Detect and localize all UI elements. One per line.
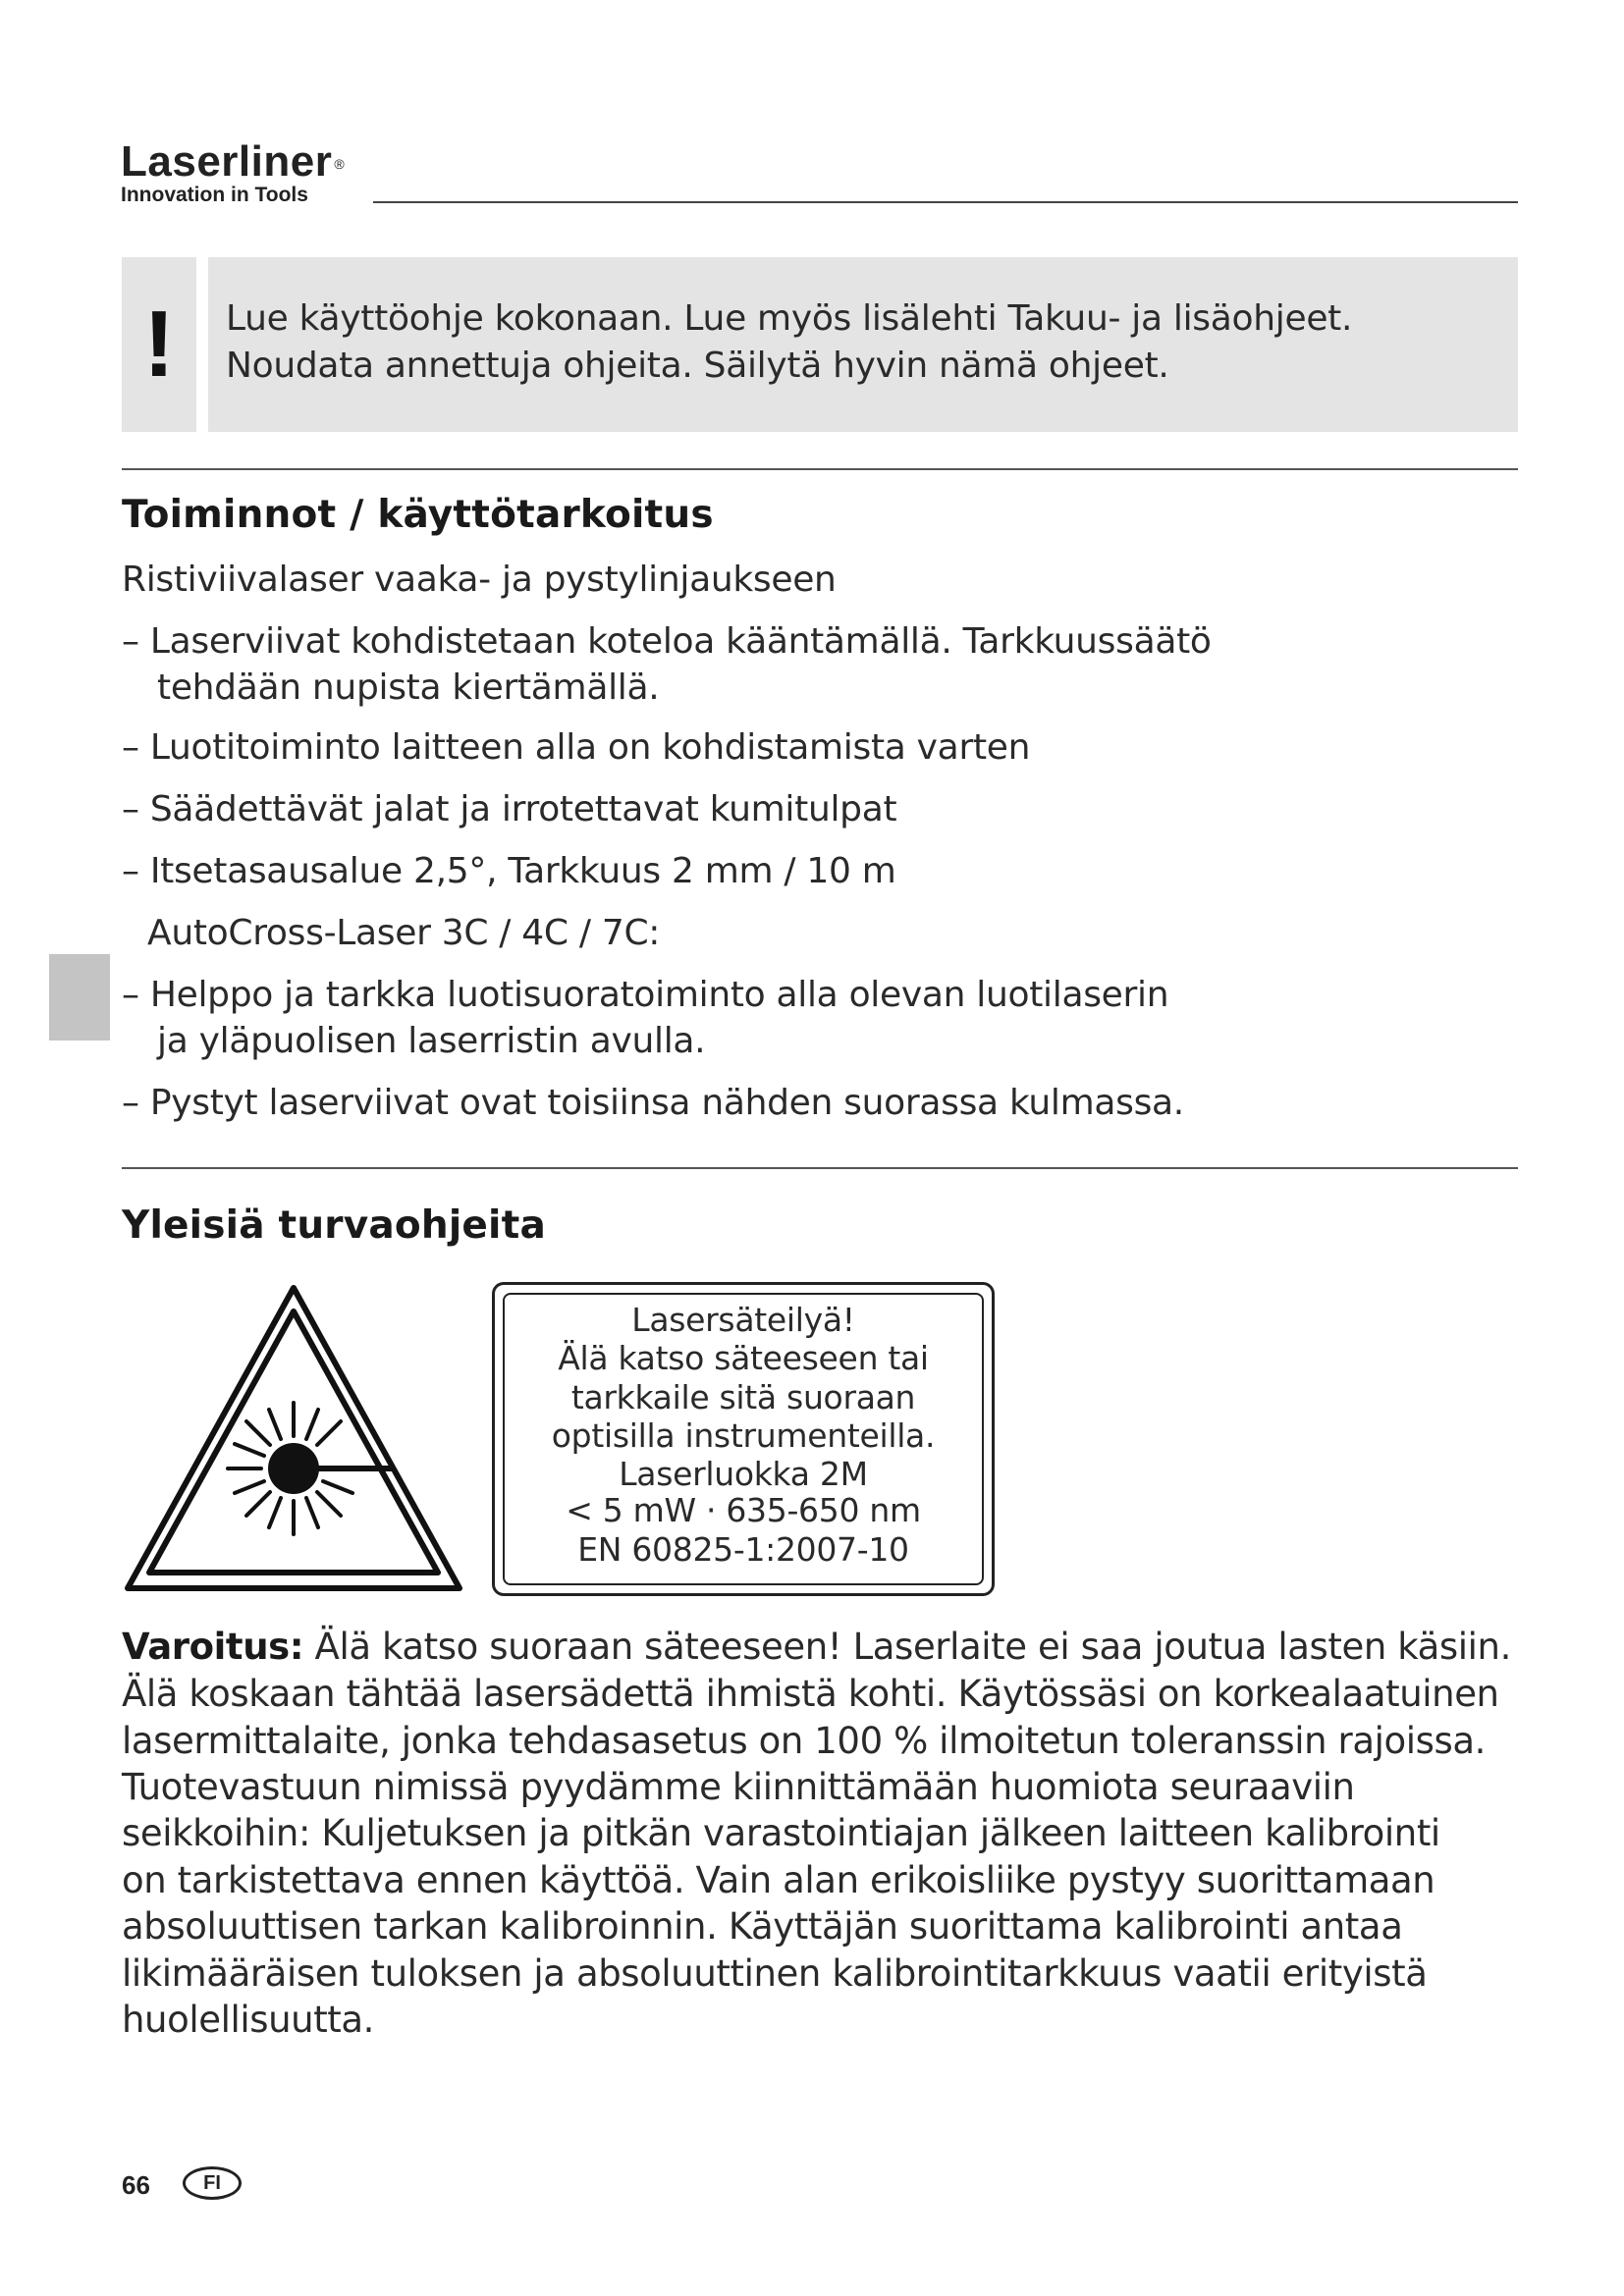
section-title-safety: Yleisiä turvaohjeita (122, 1203, 546, 1248)
label-line: tarkkaile sitä suoraan (570, 1378, 916, 1416)
warning-paragraph-line: absoluuttisen tarkan kalibroinnin. Käyttäjän suorittama kalibrointi antaa (122, 1905, 1403, 1948)
section-intro: Ristiviivalaser vaaka- ja pystylinjaukseen (122, 560, 837, 600)
language-badge: FI (183, 2166, 242, 2200)
registered-mark: ® (334, 156, 346, 172)
label-line: < 5 mW · 635-650 nm (566, 1491, 921, 1529)
warning-paragraph-line: lasermittalaite, jonka tehdasasetus on 100 % ilmoitetun toleranssin rajoissa. (122, 1720, 1486, 1762)
brand-tagline: Innovation in Tools (121, 184, 308, 206)
label-line: EN 60825-1:2007-10 (577, 1530, 909, 1569)
brand-name: Laserliner ® (121, 137, 346, 186)
section-title-functions: Toiminnot / käyttötarkoitus (122, 493, 714, 537)
chapter-tab (49, 954, 110, 1041)
exclamation-icon: ! (122, 257, 196, 432)
warning-label: Varoitus: (122, 1626, 304, 1668)
warning-paragraph-line: seikkoihin: Kuljetuksen ja pitkän varastointiajan jälkeen laitteen kalibrointi (122, 1812, 1440, 1854)
warning-paragraph-line: huolellisuutta. (122, 1999, 375, 2041)
list-item-continuation: tehdään nupista kiertämällä. (157, 667, 660, 708)
list-item: – Helppo ja tarkka luotisuoratoiminto alla olevan luotilaserin (122, 975, 1169, 1015)
list-item: – Luotitoiminto laitteen alla on kohdistamista varten (122, 727, 1031, 768)
model-subheading: AutoCross-Laser 3C / 4C / 7C: (147, 913, 661, 953)
warning-paragraph-line: on tarkistettava ennen käyttöä. Vain alan erikoisliike pystyy suorittamaan (122, 1859, 1435, 1901)
label-line: Lasersäteilyä! (631, 1301, 855, 1339)
page-number: 66 (122, 2170, 150, 2200)
warning-paragraph-line: Älä koskaan tähtää lasersädettä ihmistä kohti. Käytössäsi on korkealaatuinen (122, 1673, 1499, 1715)
warning-paragraph-line: Tuotevastuun nimissä pyydämme kiinnittämään huomiota seuraaviin (122, 1766, 1355, 1808)
section-divider (122, 468, 1518, 470)
label-line: Älä katso säteeseen tai (558, 1339, 929, 1377)
list-item: – Säädettävät jalat ja irrotettavat kumitulpat (122, 789, 897, 829)
warning-paragraph-line: Varoitus: Älä katso suoraan säteeseen! Laserlaite ei saa joutua lasten käsiin. (122, 1626, 1511, 1668)
warning-paragraph-line: likimääräisen tuloksen ja absoluuttinen kalibrointitarkkuus vaatii erityistä (122, 1952, 1428, 1995)
notice-line: Noudata annettuja ohjeita. Säilytä hyvin nämä ohjeet. (226, 346, 1169, 386)
label-line: Laserluokka 2M (619, 1455, 868, 1493)
section-divider (122, 1167, 1518, 1169)
brand-logo (121, 139, 345, 206)
list-item: – Pystyt laserviivat ovat toisiinsa nähden suorassa kulmassa. (122, 1083, 1184, 1123)
list-item: – Itsetasausalue 2,5°, Tarkkuus 2 mm / 10 m (122, 851, 896, 891)
header-rule (373, 201, 1518, 203)
notice-line: Lue käyttöohje kokonaan. Lue myös lisälehti Takuu- ja lisäohjeet. (226, 298, 1353, 339)
notice-box (208, 257, 1518, 432)
list-item-continuation: ja yläpuolisen laserristin avulla. (157, 1021, 706, 1061)
list-item: – Laserviivat kohdistetaan koteloa kääntämällä. Tarkkuussäätö (122, 621, 1212, 662)
laser-class-label (492, 1282, 995, 1596)
label-line: optisilla instrumenteilla. (551, 1416, 936, 1455)
laser-warning-icon (122, 1282, 465, 1596)
